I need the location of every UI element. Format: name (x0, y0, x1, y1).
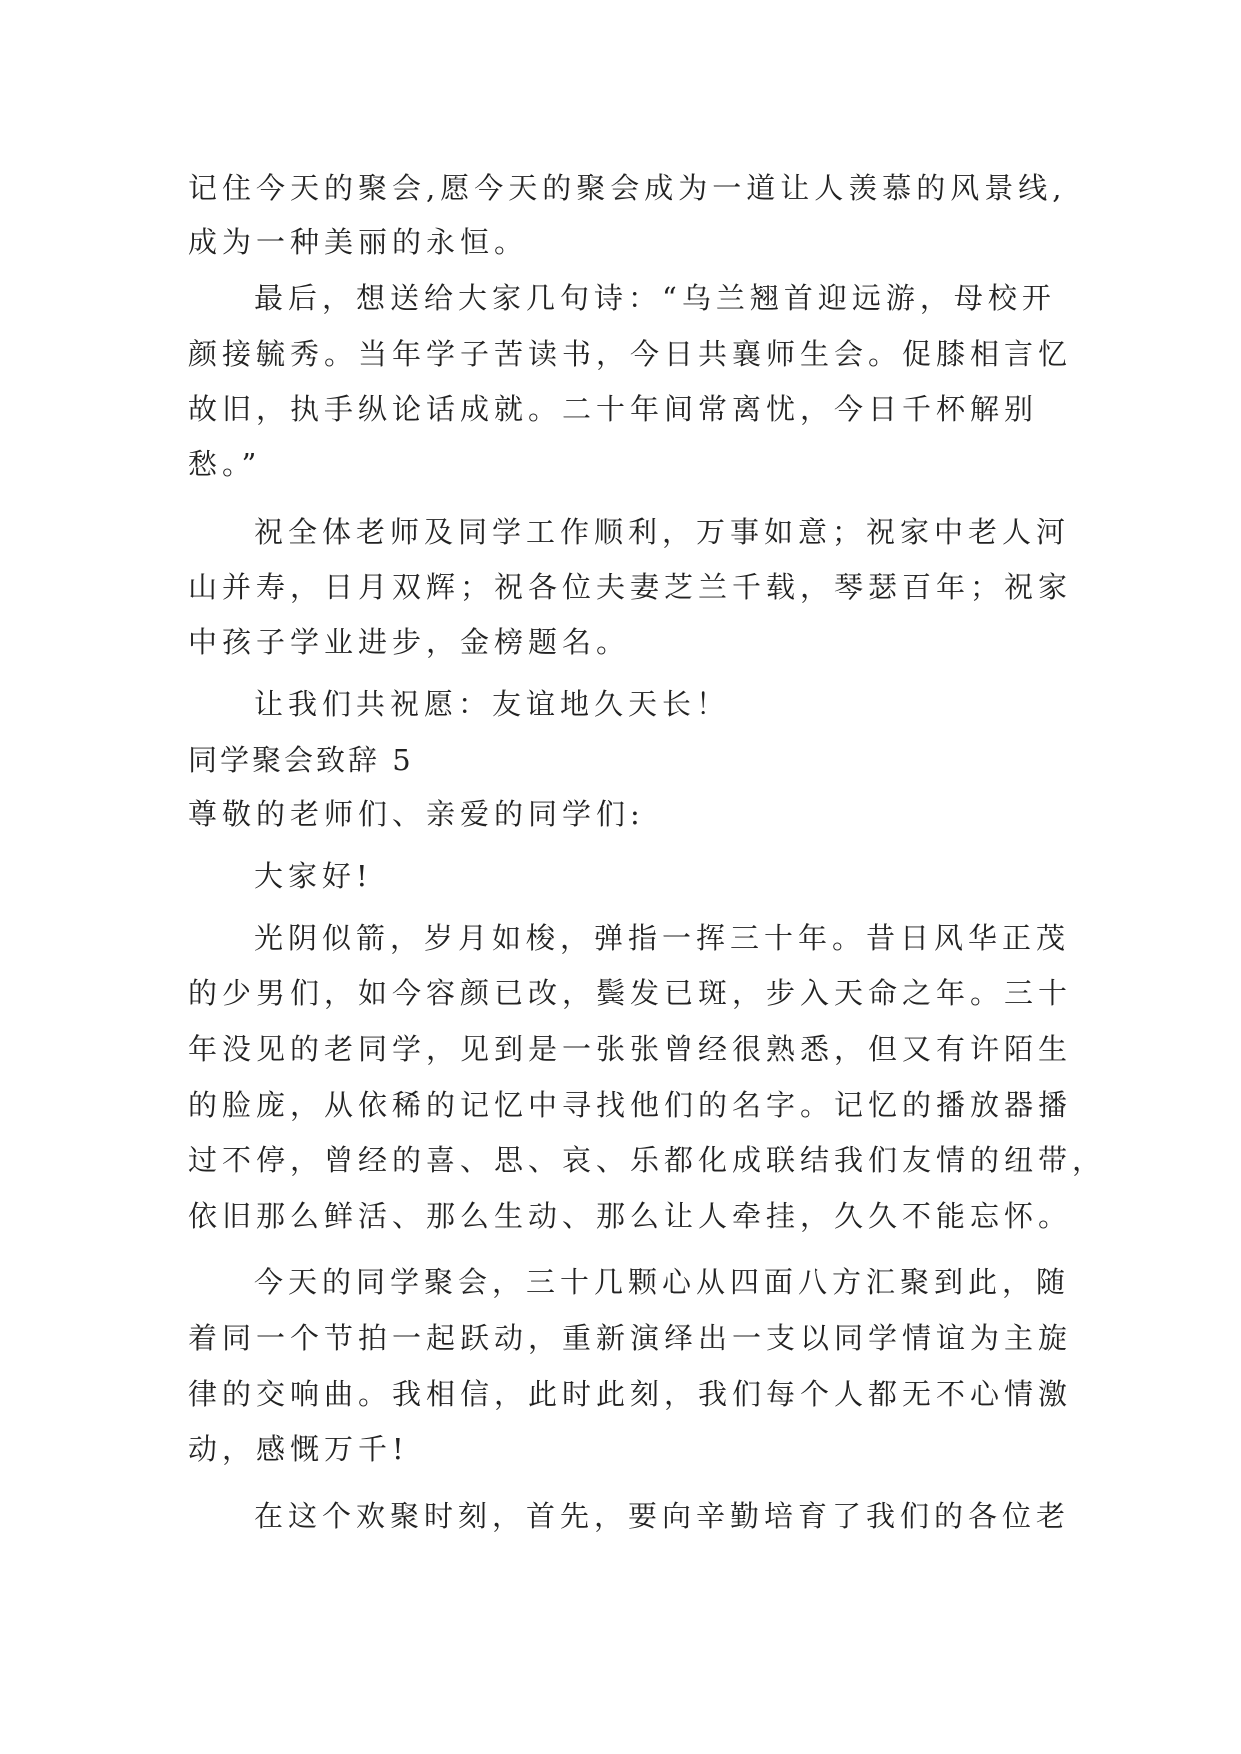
paragraph-line: 山并寿，日月双辉；祝各位夫妻芝兰千载，琴瑟百年；祝家 (188, 570, 1073, 604)
paragraph-line: 依旧那么鲜活、那么生动、那么让人牵挂，久久不能忘怀。 (188, 1199, 1073, 1233)
paragraph-line: 中孩子学业进步，金榜题名。 (188, 625, 631, 659)
paragraph-line: 动，感慨万千! (188, 1432, 409, 1466)
paragraph-line: 成为一种美丽的永恒。 (188, 225, 529, 259)
paragraph-line: 年没见的老同学，见到是一张张曾经很熟悉，但又有许陌生 (188, 1032, 1073, 1066)
paragraph-line: 祝全体老师及同学工作顺利，万事如意；祝家中老人河 (254, 515, 1071, 549)
paragraph-line: 在这个欢聚时刻，首先，要向辛勤培育了我们的各位老 (254, 1499, 1071, 1533)
paragraph-line: 律的交响曲。我相信，此时此刻，我们每个人都无不心情激 (188, 1377, 1073, 1411)
paragraph-line: 记住今天的聚会,愿今天的聚会成为一道让人羡慕的风景线, (188, 171, 1067, 205)
section-heading: 同学聚会致辞 5 (188, 743, 414, 777)
greeting: 大家好! (254, 859, 373, 893)
paragraph-line: 光阴似箭，岁月如梭，弹指一挥三十年。昔日风华正茂 (254, 921, 1071, 955)
paragraph-line: 让我们共祝愿：友谊地久天长！ (254, 687, 731, 721)
paragraph-line: 的脸庞，从依稀的记忆中寻找他们的名字。记忆的播放器播 (188, 1088, 1073, 1122)
paragraph-line: 今天的同学聚会，三十几颗心从四面八方汇聚到此，随 (254, 1265, 1071, 1299)
paragraph-line: 过不停，曾经的喜、思、哀、乐都化成联结我们友情的纽带， (188, 1143, 1107, 1177)
salutation: 尊敬的老师们、亲爱的同学们: (188, 797, 645, 831)
paragraph-line: 愁。” (188, 447, 262, 481)
paragraph-line: 最后，想送给大家几句诗：“乌兰翘首迎远游，母校开 (254, 281, 1056, 315)
paragraph-line: 着同一个节拍一起跃动，重新演绎出一支以同学情谊为主旋 (188, 1321, 1073, 1355)
paragraph-line: 故旧，执手纵论话成就。二十年间常离忧，今日千杯解别 (188, 392, 1039, 426)
paragraph-line: 的少男们，如今容颜已改，鬓发已斑，步入天命之年。三十 (188, 976, 1073, 1010)
paragraph-line: 颜接毓秀。当年学子苦读书，今日共襄师生会。促膝相言忆 (188, 337, 1073, 371)
